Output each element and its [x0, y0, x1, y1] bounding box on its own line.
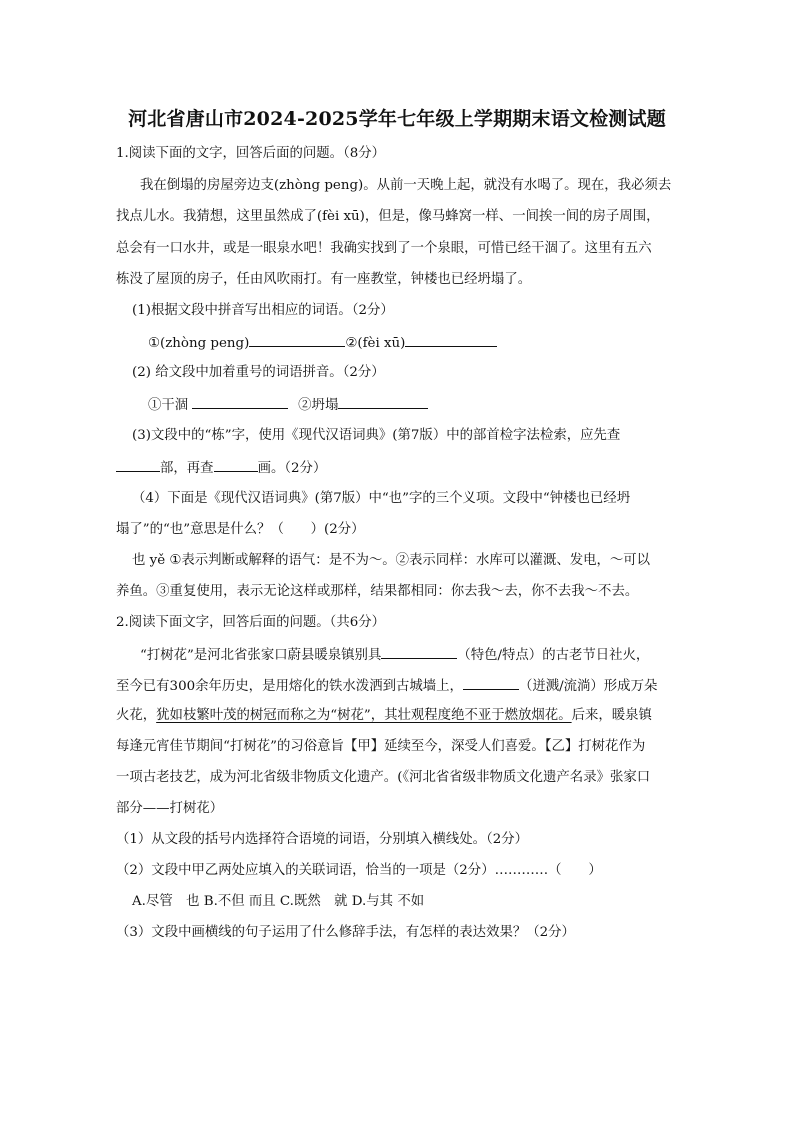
q2-p1-text-b: （特色/特点）的古老节日社火， — [457, 648, 650, 663]
q2-sub1-prompt: （1）从文段的括号内选择符合语境的词语，分别填入横线处。（2分） — [116, 832, 529, 847]
q1-sub3-blank-radical[interactable] — [116, 458, 160, 472]
q1-passage-line-4: 栋没了屋顶的房子，任由风吹雨打。有一座教堂，钟楼也已经坍塌了。 — [116, 272, 532, 287]
q2-blank-1[interactable] — [381, 645, 457, 659]
q1-sub1-answers — [148, 333, 497, 353]
q1-sub1-label-a: ①(zhòng peng) — [148, 336, 250, 351]
q1-sub2-label-a: ①干涸 — [148, 398, 189, 413]
q1-passage-line-1: 我在倒塌的房屋旁边支(zhòng peng)。从前一天晚上起，就没有水喝了。现在，我必须去 — [140, 178, 672, 193]
q2-passage-line-2 — [116, 676, 657, 696]
q1-passage-line-3: 总会有一口水井，或是一眼泉水吧！我确实找到了一个泉眼，可惜已经干涸了。这里有五六 — [116, 241, 652, 256]
q2-passage-line-5: 一项古老技艺，成为河北省级非物质文化遗产。(《河北省省级非物质文化遗产名录》张家口 — [116, 770, 651, 785]
q1-sub1-label-b: ②(fèi xū) — [345, 336, 406, 351]
q1-sub2-blank-b[interactable] — [338, 395, 428, 409]
q1-sub4-line-2: 塌了”的“也”意思是什么？（ ）(2分） — [116, 522, 365, 537]
page-title: 河北省唐山市2024-2025学年七年级上学期期末语文检测试题 — [128, 108, 666, 130]
q1-sub3-text-b: 画。（2分） — [257, 461, 327, 476]
q2-underlined-sentence: 犹如枝繁叶茂的树冠而称之为“树花”，其壮观程度绝不亚于燃放烟花。 — [156, 708, 572, 723]
q2-passage-line-6: 部分——打树花） — [116, 801, 224, 816]
q1-sub1-blank-a[interactable] — [249, 333, 345, 347]
q1-sub4-line-1: （4）下面是《现代汉语词典》(第7版）中“也”字的三个义项。文段中“钟楼也已经坍 — [132, 491, 631, 506]
q1-sub3-text-a: 部，再查 — [160, 461, 214, 476]
q1-sub3-blank-strokes[interactable] — [214, 458, 258, 472]
q1-definition-line-1: 也 yě ①表示判断或解释的语气：是不为～。②表示同样：水库可以灌溉、发电，～可以 — [132, 553, 651, 568]
q2-blank-2[interactable] — [463, 676, 519, 690]
q1-sub2-blank-a[interactable] — [192, 395, 288, 409]
q1-sub2-prompt: (2) 给文段中加着重号的词语拼音。（2分） — [132, 365, 385, 380]
q2-passage-line-1 — [140, 645, 649, 665]
q2-sub3-prompt: （3）文段中画横线的句子运用了什么修辞手法，有怎样的表达效果？（2分） — [116, 925, 575, 940]
q2-p2-text-b: （迸溅/流淌）形成万朵 — [518, 679, 658, 694]
q2-stem: 2.阅读下面文字，回答后面的问题。（共6分） — [116, 615, 386, 630]
q1-definition-line-2: 养鱼。③重复使用，表示无论这样或那样，结果都相同：你去我～去，你不去我～不去。 — [116, 584, 639, 599]
q1-sub1-blank-b[interactable] — [405, 333, 497, 347]
q1-sub3-line-2 — [116, 458, 326, 478]
q2-passage-line-3 — [116, 707, 652, 725]
q1-sub3-line-1: (3)文段中的“栋”字，使用《现代汉语词典》(第7版）中的部首检字法检索，应先查 — [132, 428, 621, 443]
q2-sub2-options: A.尽管 也 B.不但 而且 C.既然 就 D.与其 不如 — [132, 894, 425, 909]
q1-sub2-label-b: ②坍塌 — [298, 398, 339, 413]
q2-sub2-prompt: （2）文段中甲乙两处应填入的关联词语，恰当的一项是（2分）…………（ ） — [116, 863, 602, 878]
q2-p3-tail: 后来，暖泉镇 — [571, 708, 652, 723]
q2-p2-text-a: 至今已有300余年历史，是用熔化的铁水泼洒到古城墙上， — [116, 679, 463, 694]
q1-sub2-answers — [148, 395, 428, 415]
q1-stem: 1.阅读下面的文字，回答后面的问题。（8分） — [116, 146, 386, 161]
q2-passage-line-4: 每逢元宵佳节期间“打树花”的习俗意旨【甲】延续至今，深受人们喜爱。【乙】打树花作为 — [116, 739, 646, 754]
q1-passage-line-2: 找点儿水。我猜想，这里虽然成了(fèi xū)，但是，像马蜂窝一样、一间挨一间的房子周围， — [116, 209, 660, 224]
q1-sub1-prompt: (1)根据文段中拼音写出相应的词语。（2分） — [132, 303, 394, 318]
q2-p3-plain: 火花， — [116, 708, 157, 723]
q2-p1-text-a: “打树花”是河北省张家口蔚县暖泉镇别具 — [140, 648, 382, 663]
